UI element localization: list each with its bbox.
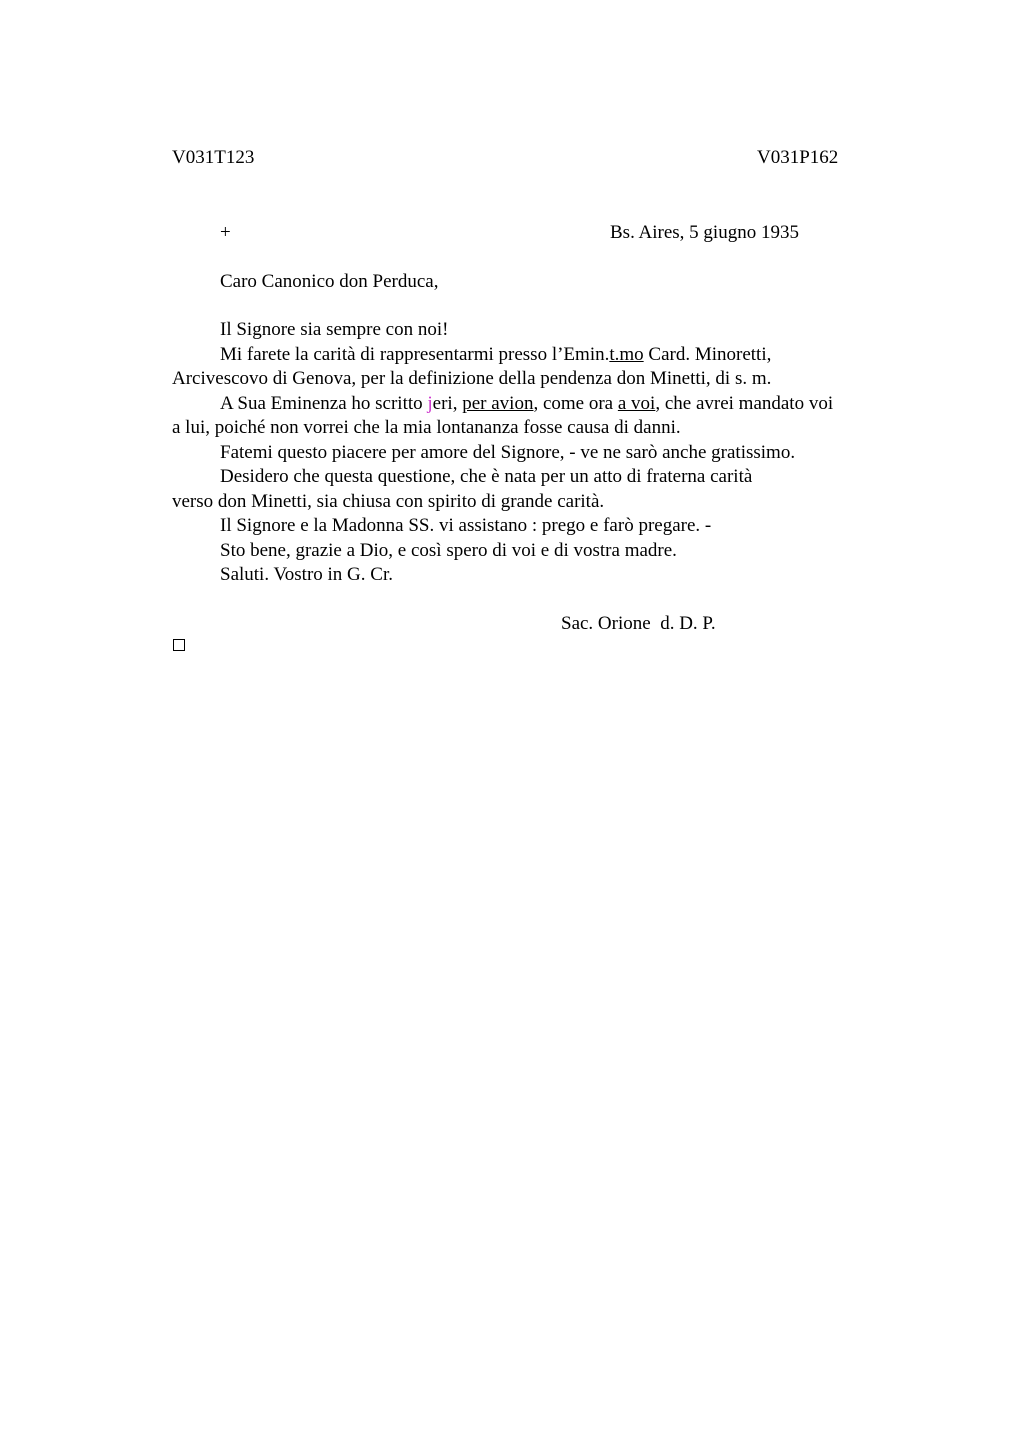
document-code-left: V031T123 <box>172 147 255 168</box>
letter-line-4-part: A Sua Eminenza ho scritto <box>220 393 428 414</box>
letter-line-9: Il Signore e la Madonna SS. vi assistano : prego e farò pregare. - <box>220 515 712 536</box>
underlined-phrase: a voi <box>617 393 656 414</box>
highlighted-letter: j <box>427 393 433 414</box>
letter-line-3: Arcivescovo di Genova, per la definizione della pendenza don Minetti, di s. m. <box>172 368 772 389</box>
place-date: Bs. Aires, 5 giugno 1935 <box>610 222 799 243</box>
letter-line-4 <box>220 392 833 416</box>
letter-line-2-part: Card. Minoretti, <box>643 344 772 365</box>
letter-line-4-part: eri, <box>432 393 463 414</box>
letter-line-6: Fatemi questo piacere per amore del Signore, - ve ne sarò anche gratissimo. <box>220 442 796 463</box>
document-code-right: V031P162 <box>757 147 839 168</box>
letter-line-4-part: , come ora <box>533 393 618 414</box>
underlined-phrase: per avion <box>462 393 534 414</box>
cross-symbol: + <box>220 222 231 243</box>
end-marker-square <box>173 639 185 651</box>
letter-line-11: Saluti. Vostro in G. Cr. <box>220 564 393 585</box>
letter-line-2-part: Mi farete la carità di rappresentarmi presso l’Emin. <box>220 344 610 365</box>
letter-line-7: Desidero che questa questione, che è nata per un atto di fraterna carità <box>220 466 753 487</box>
letter-line-8: verso don Minetti, sia chiusa con spirito di grande carità. <box>172 491 605 512</box>
letter-line-4-part: , che avrei mandato voi <box>655 393 834 414</box>
letter-line-1: Il Signore sia sempre con noi! <box>220 319 449 340</box>
letter-line-5: a lui, poiché non vorrei che la mia lontananza fosse causa di danni. <box>172 417 681 438</box>
salutation: Caro Canonico don Perduca, <box>220 271 439 292</box>
abbreviation-underlined: t.mo <box>609 344 644 365</box>
letter-line-10: Sto bene, grazie a Dio, e così spero di voi e di vostra madre. <box>220 540 677 561</box>
signature: Sac. Orione d. D. P. <box>561 613 716 634</box>
letter-line-2 <box>220 343 771 367</box>
